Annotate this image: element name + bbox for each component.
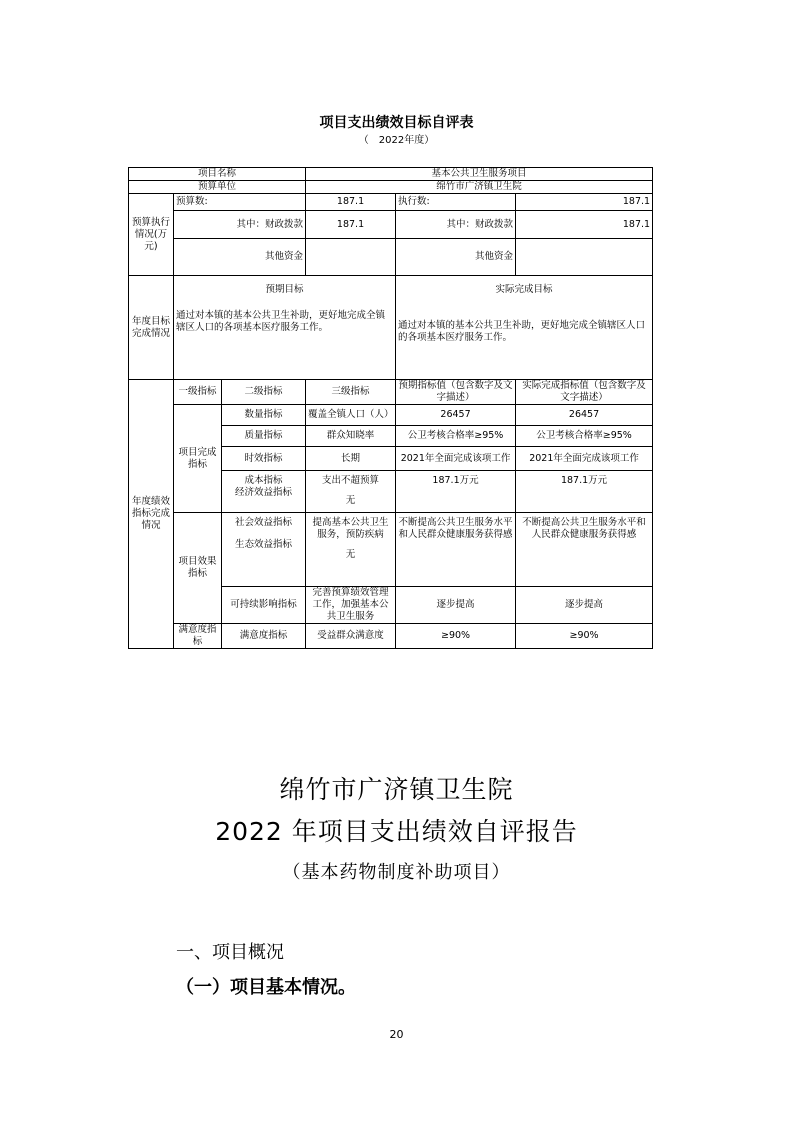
social-eco-l3 [306,513,396,587]
satisfaction-actual: ≥90% [516,624,653,649]
timeliness-l3: 长期 [306,447,396,471]
actual-goal-cell [396,276,653,380]
satisfaction-row [129,624,653,649]
project-name-row [129,168,653,181]
budget-label: 预算数: [174,194,306,211]
social-expected [396,513,516,587]
satisfaction-l2: 满意度指标 [222,624,306,649]
project-name-value: 基本公共卫生服务项目 [306,168,653,181]
header-level1: 一级指标 [174,380,222,405]
actual-goal-label: 实际完成目标 [495,284,553,295]
section-heading-1: 一、项目概况 [176,942,284,963]
cost-actual [516,471,653,513]
cost-expected-value: 187.1万元 [432,475,479,486]
budget-unit-value: 绵竹市广济镇卫生院 [306,181,653,194]
quantity-actual: 26457 [516,405,653,426]
actual-goal-text: 通过对本镇的基本公共卫生补助，更好地完成全镇辖区人口的各项基本医疗服务工作。 [398,320,646,343]
header-level3: 三级指标 [306,380,396,405]
exec-value: 187.1 [516,194,653,211]
indicator-section-label: 年度绩效指标完成情况 [129,380,174,649]
quality-expected: 公卫考核合格率≥95% [396,426,516,447]
fiscal-value-left: 187.1 [306,211,396,239]
expected-goal-text: 通过对本镇的基本公共卫生补助，更好地完成全镇辖区人口的各项基本医疗服务工作。 [176,310,386,333]
quantity-row [129,405,653,426]
budget-unit-row [129,181,653,194]
other-funds-right: 其他资金 [396,239,516,276]
cost-l3: 支出不超预算 [322,475,380,486]
eco-l3: 无 [345,549,356,560]
social-actual-value: 不断提高公共卫生服务水平和人民群众健康服务获得感 [522,517,646,540]
expected-goal-cell [174,276,396,380]
report-title-line1: 绵竹市广济镇卫生院 [279,775,514,804]
budget-unit-label: 预算单位 [129,181,306,194]
budget-exec-label: 预算执行情况(万元) [129,194,174,276]
fiscal-value-right: 187.1 [516,211,653,239]
sustain-expected: 逐步提高 [396,587,516,624]
cost-economic-l3 [306,471,396,513]
fiscal-label-right: 其中：财政拨款 [396,211,516,239]
header-level2: 二级指标 [222,380,306,405]
sustain-l3: 完善预算绩效管理工作，加强基本公共卫生服务 [306,587,396,624]
quality-l3: 群众知晓率 [306,426,396,447]
social-row [129,513,653,587]
quantity-l2: 数量指标 [222,405,306,426]
table-subtitle: （ 2022年度） [358,135,435,146]
social-l3: 提高基本公共卫生服务，预防疾病 [312,517,389,540]
other-funds-left-value [306,239,396,276]
eco-label: 生态效益指标 [235,539,293,550]
exec-label: 执行数: [396,194,516,211]
sustain-l2: 可持续影响指标 [222,587,306,624]
timeliness-actual: 2021年全面完成该项工作 [516,447,653,471]
cost-label: 成本指标 [244,475,283,486]
header-actual: 实际完成指标值（包含数字及文字描述） [516,380,653,405]
header-expected: 预期指标值（包含数字及文字描述） [396,380,516,405]
quality-actual: 公卫考核合格率≥95% [516,426,653,447]
economic-l3: 无 [345,495,356,506]
output-indicator-label: 项目完成指标 [174,405,222,513]
quantity-expected: 26457 [396,405,516,426]
quantity-l3: 覆盖全镇人口（人） [306,405,396,426]
report-title-line2: 2022 年项目支出绩效自评报告 [215,817,578,846]
expected-goal-label: 预期目标 [265,284,304,295]
page-number: 20 [389,1028,404,1041]
sustain-actual: 逐步提高 [516,587,653,624]
social-actual [516,513,653,587]
satisfaction-l1: 满意度指标 [174,624,222,649]
annual-goal-label: 年度目标完成情况 [129,276,174,380]
satisfaction-expected: ≥90% [396,624,516,649]
timeliness-expected: 2021年全面完成该项工作 [396,447,516,471]
timeliness-l2: 时效指标 [222,447,306,471]
effect-indicator-label: 项目效果指标 [174,513,222,624]
social-expected-value: 不断提高公共卫生服务水平和人民群众健康服务获得感 [398,517,513,540]
fiscal-label-left: 其中：财政拨款 [174,211,306,239]
satisfaction-l3: 受益群众满意度 [306,624,396,649]
project-name-label: 项目名称 [129,168,306,181]
social-label: 社会效益指标 [235,517,293,528]
indicator-header-row [129,380,653,405]
report-subtitle: （基本药物制度补助项目） [282,862,511,883]
economic-label: 经济效益指标 [235,487,293,498]
cost-actual-value: 187.1万元 [560,475,608,486]
quality-l2: 质量指标 [222,426,306,447]
budget-value: 187.1 [306,194,396,211]
other-funds-right-value [516,239,653,276]
section-heading-1-1: （一）项目基本情况。 [176,977,356,998]
other-funds-left: 其他资金 [174,239,306,276]
cost-expected [396,471,516,513]
cost-economic-l2 [222,471,306,513]
table-title: 项目支出绩效目标自评表 [319,115,474,131]
performance-table [128,167,653,649]
social-eco-l2 [222,513,306,587]
